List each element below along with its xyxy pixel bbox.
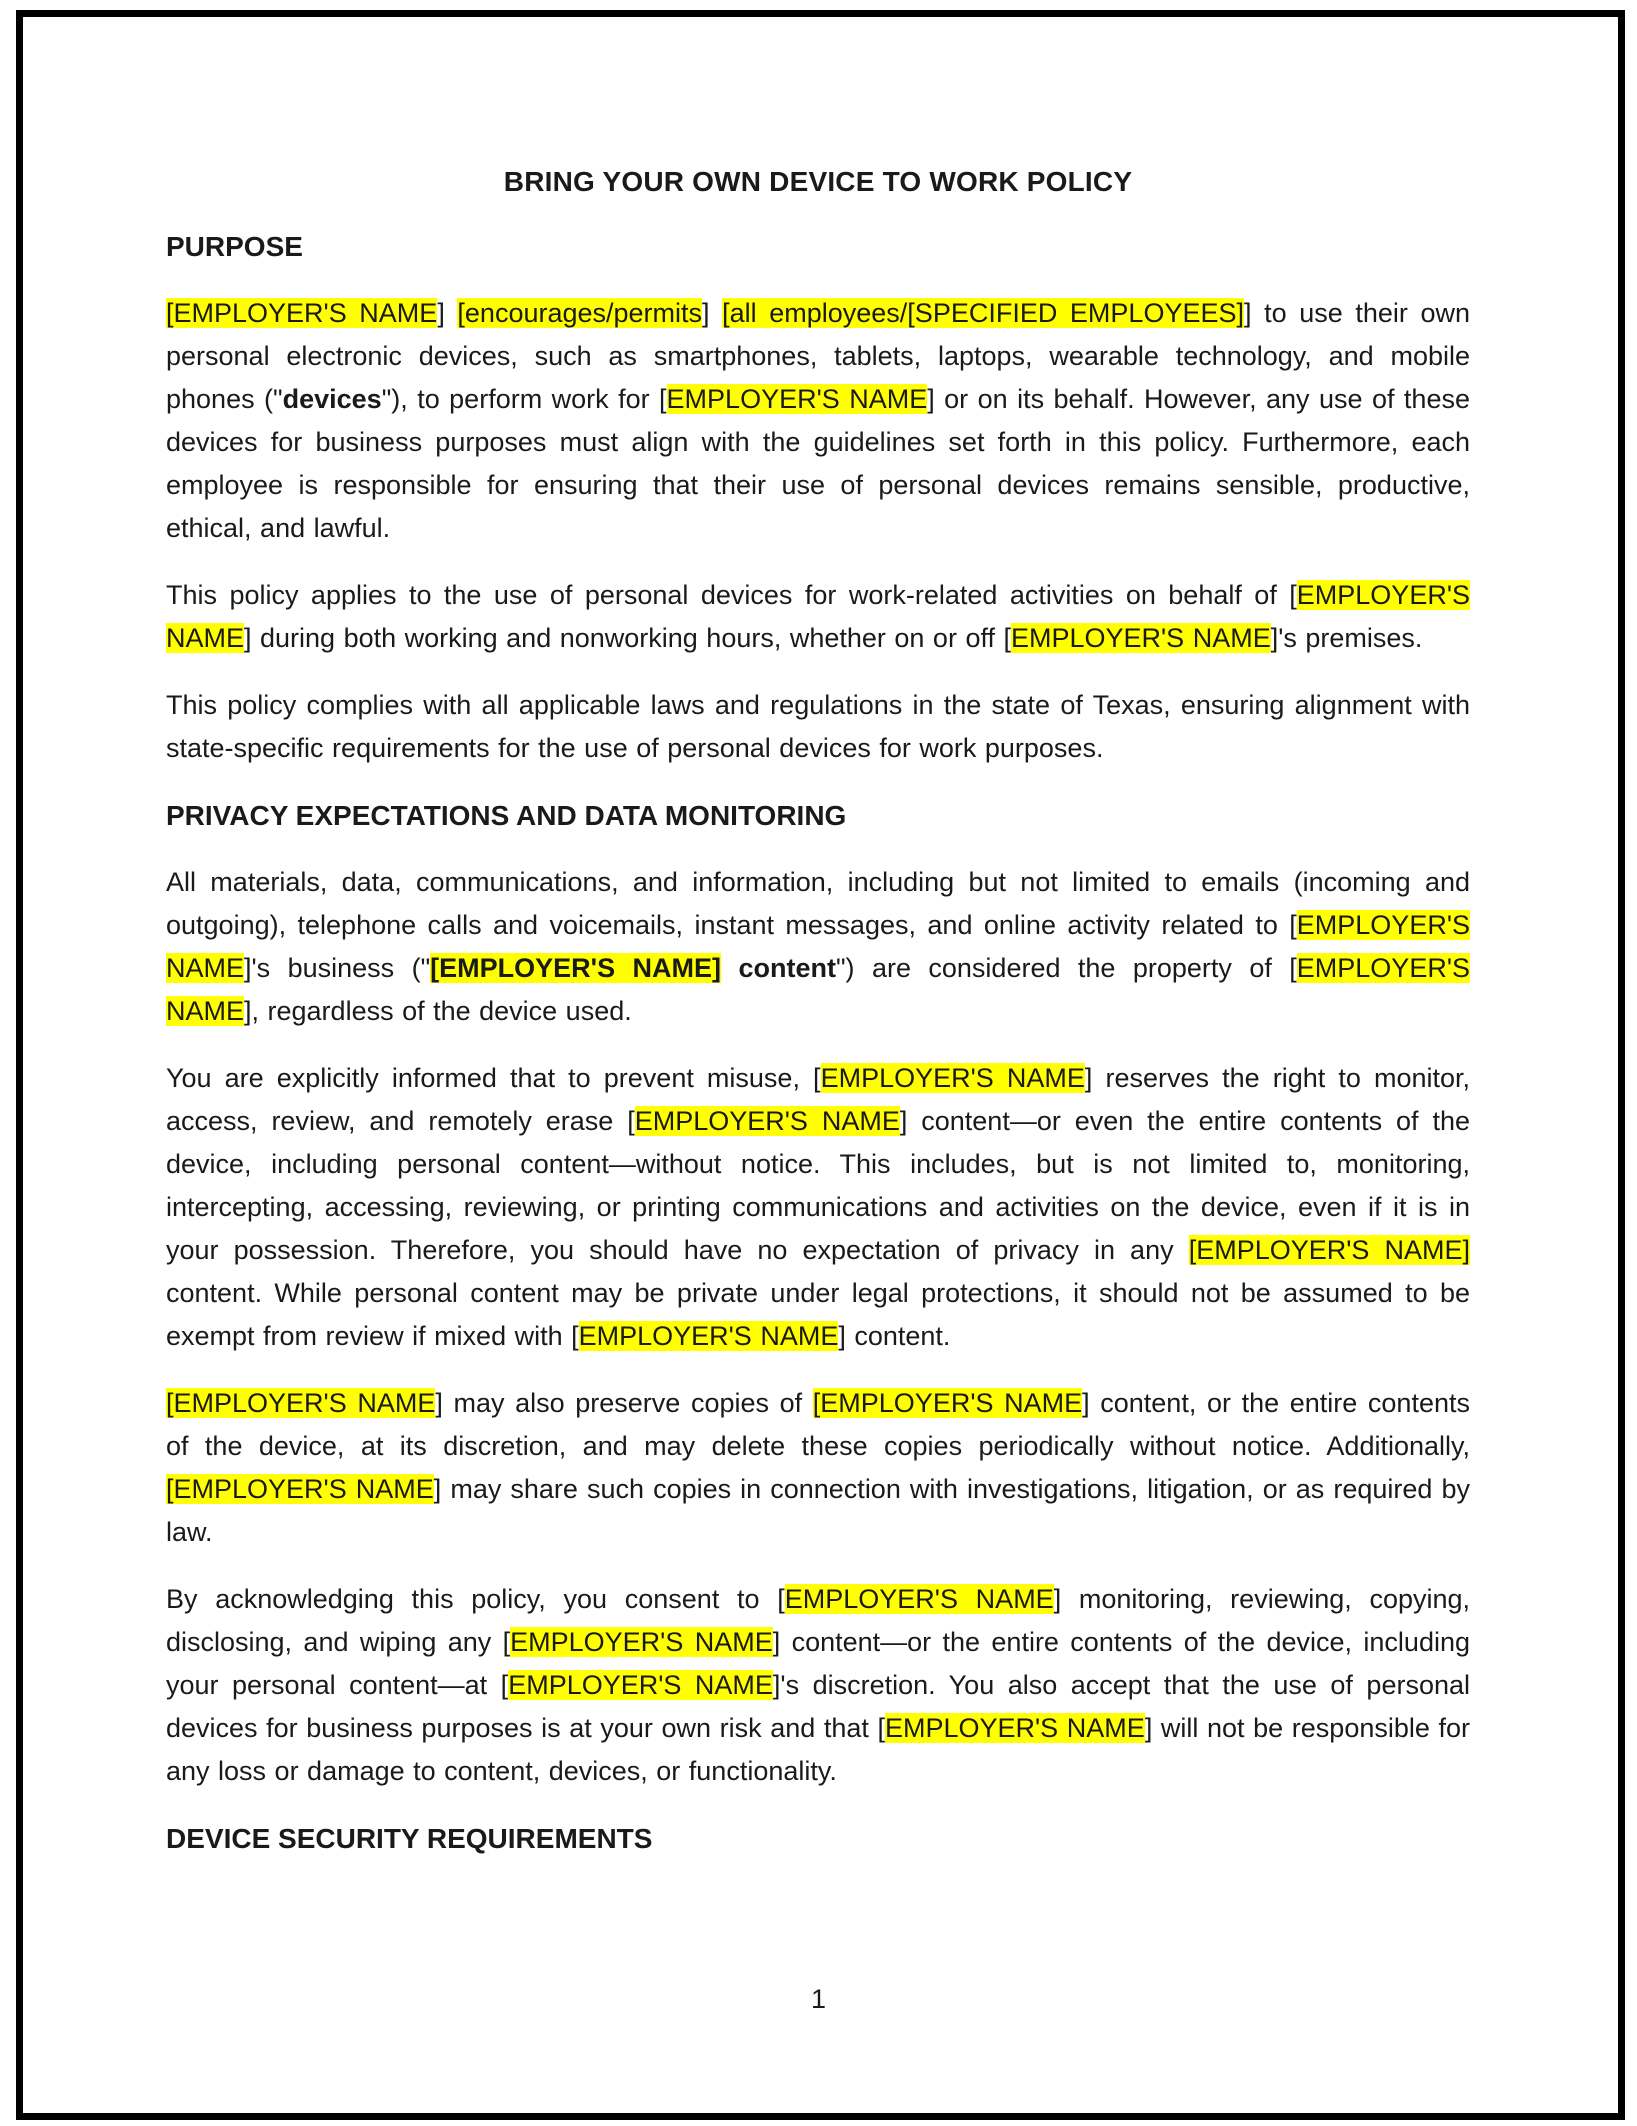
paragraph <box>166 861 1470 1033</box>
highlighted-placeholder: EMPLOYER'S NAME <box>166 910 1470 983</box>
highlighted-placeholder: [EMPLOYER'S NAME <box>166 298 438 328</box>
highlighted-placeholder: [encourages/permits <box>457 298 703 328</box>
paragraph <box>166 574 1470 660</box>
text-run: ] during both working and nonworking hours, whether on or off [ <box>244 623 1011 653</box>
text-run: ] content—or even the entire contents of the device, including personal content—without notice. This includes, but is not limited to, monitoring, intercepting, accessing, reviewing, or printing communications and activities on the device, even if it is in your possession. Therefore, you should have no expectation of privacy in any <box>166 1106 1470 1265</box>
highlighted-placeholder: EMPLOYER'S NAME <box>666 384 928 414</box>
text-run: ], regardless of the device used. <box>244 996 632 1026</box>
highlighted-placeholder: EMPLOYER'S NAME <box>578 1321 839 1351</box>
text-run: This policy complies with all applicable laws and regulations in the state of Texas, ensuring alignment with state-specific requirements for the use of personal devices for work purposes. <box>166 690 1470 763</box>
text-run: ]'s premises. <box>1270 623 1423 653</box>
paragraph <box>166 292 1470 550</box>
highlighted-placeholder: EMPLOYER'S NAME <box>166 953 1470 1026</box>
text-run: ] or on its behalf. However, any use of these devices for business purposes must align with the guidelines set forth in this policy. Furthermore, each employee is responsible for ensuring that their use of personal devices remains sensible, productive, ethical, and lawful. <box>166 384 1470 543</box>
section-heading-privacy-expectations: PRIVACY EXPECTATIONS AND DATA MONITORING <box>166 800 847 831</box>
text-run: content <box>721 953 836 983</box>
highlighted-placeholder: EMPLOYER'S NAME <box>634 1106 900 1136</box>
highlighted-placeholder: [EMPLOYER'S NAME <box>166 1388 436 1418</box>
highlighted-placeholder: EMPLOYER'S NAME <box>166 580 1470 653</box>
paragraph <box>166 1578 1470 1793</box>
highlighted-placeholder: EMPLOYER'S NAME <box>820 1063 1085 1093</box>
document-content <box>166 0 1470 1884</box>
text-run: "), to perform work for [ <box>381 384 667 414</box>
text-run: ] may also preserve copies of <box>435 1388 813 1418</box>
section-heading-purpose: PURPOSE <box>166 231 303 262</box>
text-run: ] content. <box>838 1321 951 1351</box>
text-run: ]'s discretion. You also accept that the use of personal devices for business purposes is at your own risk and that [ <box>166 1670 1471 1743</box>
text-run: ] content, or the entire contents of the device, at its discretion, and may delete these copies periodically without notice. Additionally, <box>166 1388 1470 1461</box>
text-run: You are explicitly informed that to prevent misuse, [ <box>166 1063 821 1093</box>
text-run: ] <box>702 298 723 328</box>
text-run: content. While personal content may be private under legal protections, it should not be assumed to be exempt from review if mixed with [ <box>166 1278 1470 1351</box>
paragraph <box>166 684 1470 770</box>
text-run: ] <box>437 298 458 328</box>
text-run: ] to use their own personal electronic devices, such as smartphones, tablets, laptops, wearable technology, and mobile phones (" <box>166 298 1470 414</box>
highlighted-placeholder: EMPLOYER'S NAME <box>508 1670 773 1700</box>
highlighted-placeholder: EMPLOYER'S NAME <box>510 1627 773 1657</box>
text-run: ]'s business (" <box>244 953 431 983</box>
footer-page-number: 1 <box>810 1984 827 2014</box>
highlighted-placeholder: [EMPLOYER'S NAME] <box>1188 1235 1470 1265</box>
paragraph <box>166 1057 1470 1358</box>
section-heading-device-security: DEVICE SECURITY REQUIREMENTS <box>166 1823 653 1854</box>
text-run: By acknowledging this policy, you consent to [ <box>166 1584 785 1614</box>
highlighted-placeholder: [EMPLOYER'S NAME <box>812 1388 1083 1418</box>
text-run: ] monitoring, reviewing, copying, disclosing, and wiping any [ <box>166 1584 1471 1657</box>
highlighted-placeholder: [EMPLOYER'S NAME] <box>430 953 722 983</box>
text-run: This policy applies to the use of personal devices for work-related activities on behalf of [ <box>166 580 1297 610</box>
text-run: All materials, data, communications, and information, including but not limited to emails (incoming and outgoing), telephone calls and voicemails, instant messages, and online activity related to [ <box>166 867 1470 940</box>
text-run: ] may share such copies in connection with investigations, litigation, or as required by law. <box>166 1474 1470 1547</box>
text-run: ") are considered the property of [ <box>835 953 1297 983</box>
text-run: ] content—or the entire contents of the device, including your personal content—at [ <box>166 1627 1470 1700</box>
text-run: ] will not be responsible for any loss or damage to content, devices, or functionality. <box>166 1713 1470 1786</box>
section-device-security <box>166 1817 1470 1860</box>
highlighted-placeholder: EMPLOYER'S NAME <box>1010 623 1271 653</box>
highlighted-placeholder: [all employees/[SPECIFIED EMPLOYEES] <box>722 298 1244 328</box>
text-run: devices <box>282 384 382 414</box>
paragraph <box>166 1382 1470 1554</box>
text-run: ] reserves the right to monitor, access, review, and remotely erase [ <box>166 1063 1470 1136</box>
highlighted-placeholder: [EMPLOYER'S NAME <box>166 1474 434 1504</box>
document-title: BRING YOUR OWN DEVICE TO WORK POLICY <box>503 166 1133 197</box>
highlighted-placeholder: EMPLOYER'S NAME <box>784 1584 1054 1614</box>
highlighted-placeholder: EMPLOYER'S NAME <box>884 1713 1145 1743</box>
section-purpose <box>166 225 1470 770</box>
section-privacy-expectations <box>166 794 1470 1793</box>
